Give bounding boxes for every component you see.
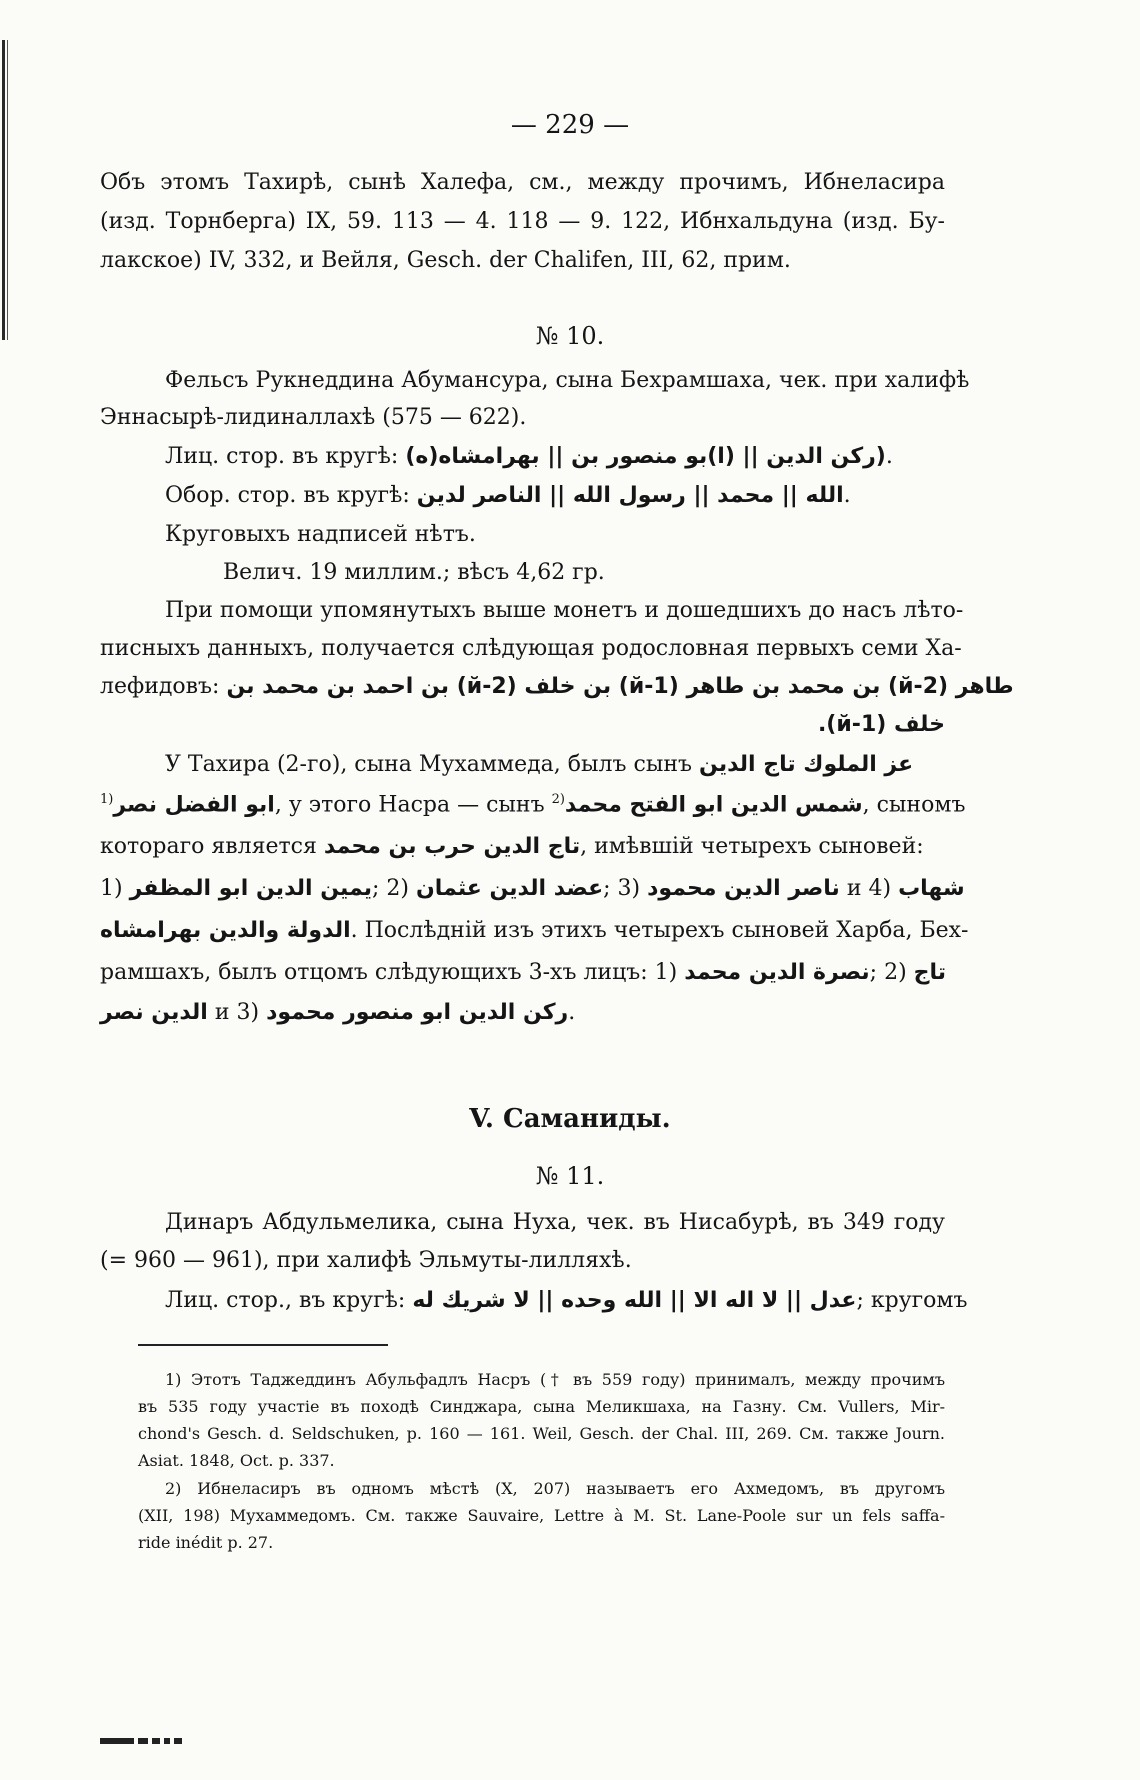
tahir-7-num-3: и 3) bbox=[214, 1000, 260, 1025]
tahir-line-1 bbox=[165, 752, 945, 777]
tahir-arabic-7a: الدين نصر bbox=[100, 1000, 208, 1025]
section-v-heading: V. Саманиды. bbox=[469, 1104, 671, 1134]
page-edge-shadow bbox=[2, 40, 12, 340]
footnote-1-line-4: Asiat. 1848, Oct. p. 337. bbox=[138, 1451, 335, 1470]
tahir-line-4 bbox=[100, 876, 965, 901]
tahir-arabic-1: عز الملوك تاج الدين bbox=[699, 752, 914, 777]
tahir-text-3: котораго является bbox=[100, 834, 317, 859]
intro-line-3: лакское) IV, 332, и Вейля, Gesch. der Chalifen, III, 62, прим. bbox=[100, 248, 791, 273]
footnote-1-line-3: chond's Gesch. d. Seldschuken, p. 160 — 161. Weil, Gesch. der Chal. III, 269. См. также Journ. bbox=[138, 1424, 945, 1443]
tahir-text-6: рамшахъ, былъ отцомъ слѣдующихъ 3-хъ лицъ: 1) bbox=[100, 960, 678, 985]
size-weight: Велич. 19 миллим.; вѣсъ 4,62 гр. bbox=[223, 560, 605, 585]
tahir-line-2 bbox=[100, 792, 966, 818]
obverse-label: Лиц. стор. въ кругѣ: bbox=[165, 444, 399, 469]
footnote-rule bbox=[138, 1344, 388, 1346]
tahir-arabic-3: تاج الدين حرب بن محمد bbox=[323, 834, 581, 859]
coin-number-10-heading: № 10. bbox=[535, 322, 605, 350]
no-circular-legends: Круговыхъ надписей нѣтъ. bbox=[165, 522, 476, 547]
tahir-line-3 bbox=[100, 834, 945, 859]
no11-obverse-end: ; кругомъ bbox=[856, 1288, 968, 1313]
tahir-line-5 bbox=[100, 918, 969, 943]
no10-reverse-line bbox=[165, 483, 945, 508]
footnote-ref-1: 1) bbox=[100, 792, 114, 807]
intro-line-1: Объ этомъ Тахирѣ, сынѣ Халефа, см., между прочимъ, Ибнеласира bbox=[100, 170, 945, 195]
footnote-1-line-1: 1) Этотъ Таджеддинъ Абульфадлъ Насръ († въ 559 году) принималъ, между прочимъ bbox=[165, 1370, 945, 1389]
tahir-text-2: , у этого Насра — сынъ bbox=[274, 792, 545, 818]
genealogy-arabic-2: خلف (1-й). bbox=[817, 712, 945, 737]
reverse-label: Обор. стор. въ кругѣ: bbox=[165, 483, 410, 508]
tahir-4-num-3: ; 3) bbox=[603, 876, 641, 901]
tahir-text-3-end: , имѣвшій четырехъ сыновей: bbox=[580, 834, 924, 859]
tahir-arabic-6b: تاج bbox=[913, 960, 947, 985]
obverse-arabic-legend: (ركن الدين || (ا)بو منصور بن || بهرامشاه(ه) bbox=[405, 444, 886, 469]
footnote-ref-2: 2) bbox=[551, 792, 565, 807]
tahir-line-7 bbox=[100, 1000, 945, 1025]
footnote-2-line-3: ride inédit p. 27. bbox=[138, 1533, 274, 1552]
genealogy-para-4 bbox=[100, 712, 945, 737]
no10-description-1: Фельсъ Рукнеддина Абумансура, сына Бехрамшаха, чек. при халифѣ bbox=[165, 368, 970, 393]
tahir-arabic-4a: يمين الدين ابو المظفر bbox=[129, 876, 373, 901]
reverse-end: . bbox=[843, 483, 851, 508]
no11-obverse-line bbox=[165, 1288, 968, 1313]
genealogy-para-1: При помощи упомянутыхъ выше монетъ и дошедшихъ до насъ лѣто- bbox=[165, 598, 964, 623]
genealogy-para-2: писныхъ данныхъ, получается слѣдующая родословная первыхъ семи Ха- bbox=[100, 636, 962, 661]
tahir-6-num-2: ; 2) bbox=[869, 960, 907, 985]
no11-obverse-label: Лиц. стор., въ кругѣ: bbox=[165, 1288, 406, 1313]
footnote-1-line-2: въ 535 году участіе въ походѣ Синджара, сына Меликшаха, на Газну. См. Vullers, Mir- bbox=[138, 1397, 945, 1416]
no10-description-2: Эннасырѣ-лидиналлахѣ (575 — 622). bbox=[100, 405, 527, 430]
tahir-4-num-1: 1) bbox=[100, 876, 123, 901]
tahir-text-2-end: , сыномъ bbox=[862, 792, 966, 818]
coin-number-11-heading: № 11. bbox=[535, 1162, 605, 1190]
footnote-2-line-1: 2) Ибнеласиръ въ одномъ мѣстѣ (X, 207) называетъ его Ахмедомъ, въ другомъ bbox=[165, 1479, 945, 1498]
tahir-arabic-6a: نصرة الدين محمد bbox=[684, 960, 870, 985]
no11-obverse-arabic: عدل || لا اله الا || الله وحده || لا شريك له bbox=[412, 1288, 857, 1313]
tahir-arabic-5: الدولة والدين بهرامشاه bbox=[100, 918, 351, 943]
tahir-text-5: . Послѣдній изъ этихъ четырехъ сыновей Харба, Бех- bbox=[350, 918, 969, 943]
tahir-arabic-4b: عضد الدين عثمان bbox=[416, 876, 604, 901]
tahir-arabic-2b: شمس الدين ابو الفتح محمد bbox=[564, 792, 863, 818]
footnote-2-line-2: (XII, 198) Мухаммедомъ. См. также Sauvaire, Lettre à M. St. Lane-Poole sur un fels saffa- bbox=[138, 1506, 945, 1525]
tahir-arabic-4d: شهاب bbox=[898, 876, 965, 901]
tahir-arabic-2a: ابو الفضل نصر bbox=[113, 792, 275, 818]
no11-description-2: (= 960 — 961), при халифѣ Эльмуты-лилляхѣ. bbox=[100, 1248, 632, 1273]
tahir-7-end: . bbox=[568, 1000, 576, 1025]
printer-mark bbox=[100, 1738, 220, 1744]
tahir-arabic-7b: ركن الدين ابو منصور محمود bbox=[266, 1000, 569, 1025]
tahir-4-num-2: ; 2) bbox=[372, 876, 410, 901]
obverse-end: . bbox=[885, 444, 893, 469]
intro-line-2: (изд. Торнберга) IX, 59. 113 — 4. 118 — 9. 122, Ибнхальдуна (изд. Бу- bbox=[100, 209, 945, 234]
genealogy-para-3 bbox=[100, 674, 1014, 699]
tahir-arabic-4c: ناصر الدين محمود bbox=[647, 876, 840, 901]
genealogy-label: лефидовъ: bbox=[100, 674, 220, 699]
genealogy-arabic-1: طاهر (2-й) بن محمد بن طاهر (1-й) بن خلف (2-й) بن احمد بن محمد بن bbox=[226, 674, 1014, 699]
tahir-text-1: У Тахира (2-го), сына Мухаммеда, былъ сынъ bbox=[165, 752, 693, 777]
no10-obverse-line bbox=[165, 444, 945, 469]
page-number: — 229 — bbox=[510, 110, 630, 140]
tahir-line-6 bbox=[100, 960, 945, 985]
tahir-4-num-4: и 4) bbox=[846, 876, 892, 901]
reverse-arabic-legend: الله || محمد || رسول الله || الناصر لدين bbox=[416, 483, 844, 508]
no11-description-1: Динаръ Абдульмелика, сына Нуха, чек. въ Нисабурѣ, въ 349 году bbox=[165, 1210, 945, 1235]
